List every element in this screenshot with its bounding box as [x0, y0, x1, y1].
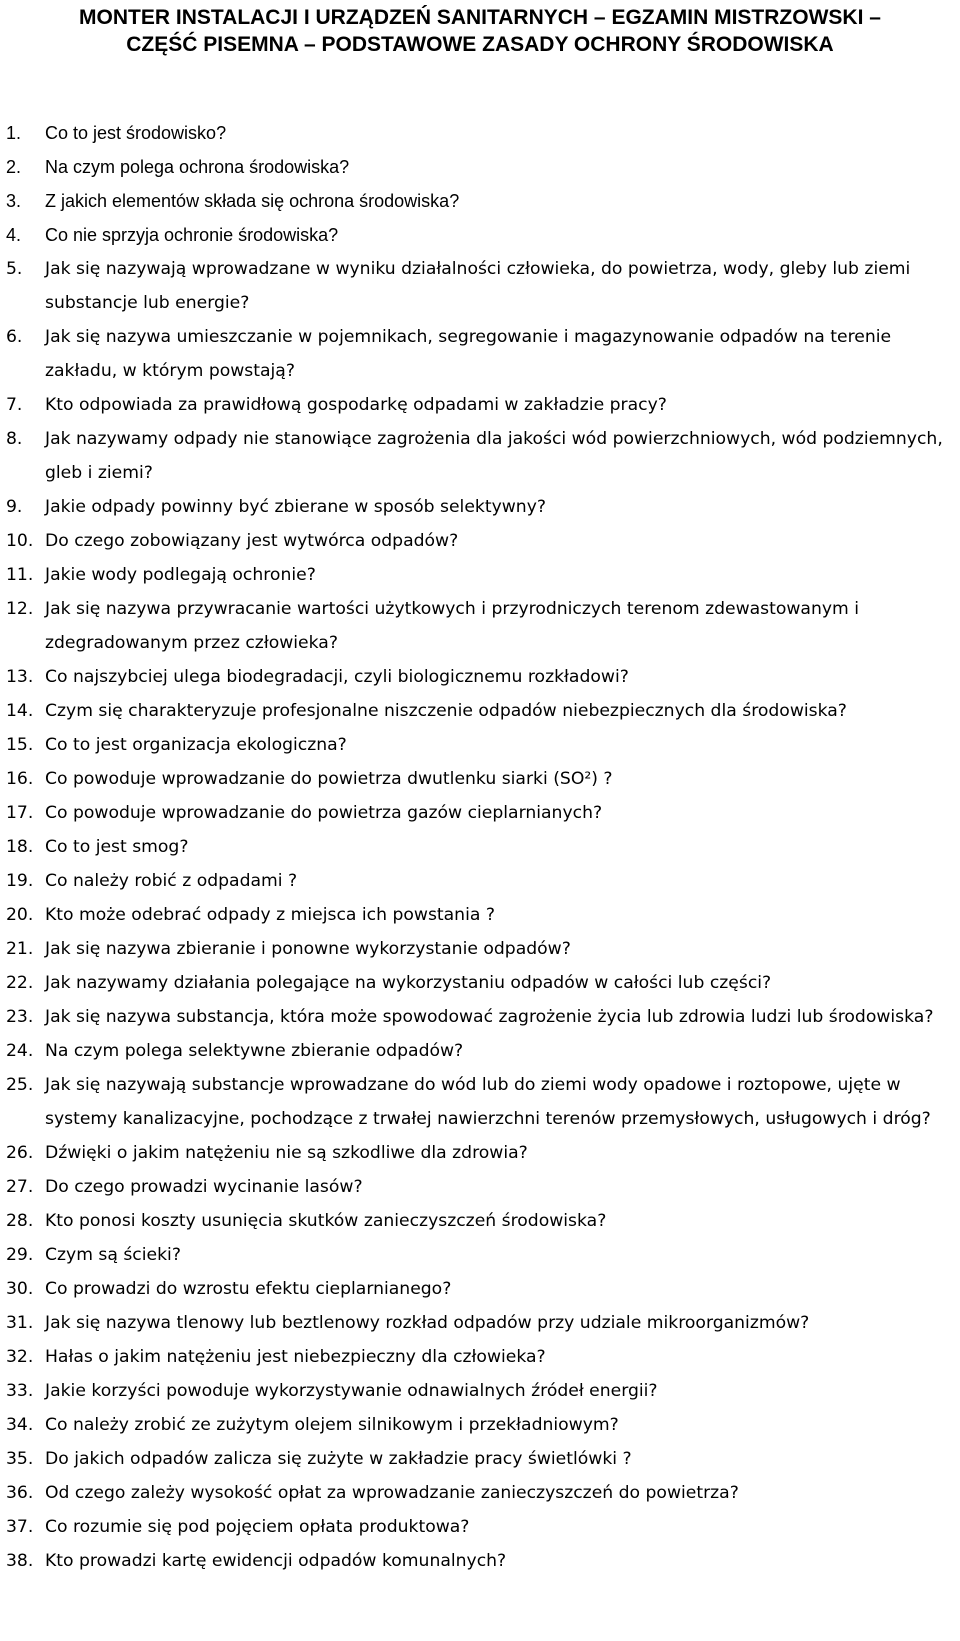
- question-text: Co to jest środowisko?: [45, 123, 227, 143]
- list-item: [0, 184, 960, 218]
- question-number: 24.: [6, 1041, 34, 1061]
- question-text: Od czego zależy wysokość opłat za wprowadzanie zanieczyszczeń do powietrza?: [45, 1483, 739, 1503]
- question-text: Jak się nazywa przywracanie wartości użytkowych i przyrodniczych terenom zdewastowanym i zdegradowanym przez człowieka?: [45, 599, 860, 653]
- question-text: Czym się charakteryzuje profesjonalne niszczenie odpadów niebezpiecznych dla środowiska?: [45, 701, 847, 721]
- question-text: Na czym polega selektywne zbieranie odpadów?: [45, 1041, 464, 1061]
- question-text: Do czego zobowiązany jest wytwórca odpadów?: [45, 531, 459, 551]
- question-text: Jak się nazywają wprowadzane w wyniku działalności człowieka, do powietrza, wody, gleby lub ziemi substancje lub energie?: [45, 259, 911, 313]
- question-text: Co prowadzi do wzrostu efektu cieplarnianego?: [45, 1279, 452, 1299]
- question-text: Jak się nazywa substancja, która może spowodować zagrożenie życia lub zdrowia ludzi lub środowiska?: [45, 1007, 934, 1027]
- question-text: Do czego prowadzi wycinanie lasów?: [45, 1177, 363, 1197]
- list-item: [0, 1408, 960, 1442]
- question-text: Jakie wody podlegają ochronie?: [45, 565, 316, 585]
- list-item: [0, 1136, 960, 1170]
- question-number: 17.: [6, 803, 34, 823]
- question-number: 26.: [6, 1143, 34, 1163]
- list-item: [0, 1510, 960, 1544]
- list-item: [0, 1204, 960, 1238]
- question-number: 4.: [6, 225, 22, 245]
- question-text: Co nie sprzyja ochronie środowiska?: [45, 225, 339, 245]
- list-item: [0, 524, 960, 558]
- question-list: [0, 116, 960, 1578]
- question-text: Jak nazywamy działania polegające na wykorzystaniu odpadów w całości lub części?: [45, 973, 772, 993]
- question-number: 28.: [6, 1211, 34, 1231]
- question-text: Do jakich odpadów zalicza się zużyte w zakładzie pracy świetlówki ?: [45, 1449, 632, 1469]
- question-number: 14.: [6, 701, 34, 721]
- question-text: Co powoduje wprowadzanie do powietrza gazów cieplarnianych?: [45, 803, 603, 823]
- question-text: Jak się nazywa tlenowy lub beztlenowy rozkład odpadów przy udziale mikroorganizmów?: [45, 1313, 810, 1333]
- question-text: Kto prowadzi kartę ewidencji odpadów komunalnych?: [45, 1551, 507, 1571]
- question-number: 8.: [6, 429, 23, 449]
- list-item: [0, 1442, 960, 1476]
- list-item: [0, 1374, 960, 1408]
- list-item: [0, 1476, 960, 1510]
- list-item: [0, 796, 960, 830]
- list-item: [0, 1238, 960, 1272]
- question-number: 9.: [6, 497, 23, 517]
- question-number: 27.: [6, 1177, 34, 1197]
- question-text: Jakie odpady powinny być zbierane w sposób selektywny?: [45, 497, 546, 517]
- question-text: Jak się nazywa umieszczanie w pojemnikach, segregowanie i magazynowanie odpadów na terenie zakładu, w którym powstają?: [45, 327, 892, 381]
- question-number: 10.: [6, 531, 34, 551]
- question-text: Co należy zrobić ze zużytym olejem silnikowym i przekładniowym?: [45, 1415, 619, 1435]
- question-text: Co to jest smog?: [45, 837, 189, 857]
- list-item: [0, 422, 960, 490]
- question-text: Co rozumie się pod pojęciem opłata produktowa?: [45, 1517, 470, 1537]
- question-number: 5.: [6, 259, 23, 279]
- question-number: 12.: [6, 599, 34, 619]
- list-item: [0, 1068, 960, 1136]
- list-item: [0, 898, 960, 932]
- list-item: [0, 660, 960, 694]
- list-item: [0, 592, 960, 660]
- question-number: 37.: [6, 1517, 34, 1537]
- question-number: 23.: [6, 1007, 34, 1027]
- list-item: [0, 116, 960, 150]
- question-text: Jak nazywamy odpady nie stanowiące zagrożenia dla jakości wód powierzchniowych, wód podziemnych, gleb i ziemi?: [45, 429, 943, 483]
- list-item: [0, 1034, 960, 1068]
- question-text: Kto ponosi koszty usunięcia skutków zanieczyszczeń środowiska?: [45, 1211, 607, 1231]
- question-number: 30.: [6, 1279, 34, 1299]
- question-number: 38.: [6, 1551, 34, 1571]
- list-item: [0, 694, 960, 728]
- list-item: [0, 932, 960, 966]
- list-item: [0, 1000, 960, 1034]
- question-number: 19.: [6, 871, 34, 891]
- question-number: 33.: [6, 1381, 34, 1401]
- list-item: [0, 150, 960, 184]
- list-item: [0, 830, 960, 864]
- question-number: 31.: [6, 1313, 34, 1333]
- title-line-2: CZĘŚĆ PISEMNA – PODSTAWOWE ZASADY OCHRONY ŚRODOWISKA: [126, 33, 834, 56]
- question-text: Na czym polega ochrona środowiska?: [45, 157, 350, 177]
- list-item: [0, 388, 960, 422]
- list-item: [0, 1306, 960, 1340]
- list-item: [0, 728, 960, 762]
- list-item: [0, 558, 960, 592]
- question-number: 36.: [6, 1483, 34, 1503]
- question-number: 13.: [6, 667, 34, 687]
- question-number: 2.: [6, 157, 22, 177]
- question-text: Hałas o jakim natężeniu jest niebezpieczny dla człowieka?: [45, 1347, 546, 1367]
- list-item: [0, 966, 960, 1000]
- question-number: 21.: [6, 939, 34, 959]
- title-line-1: MONTER INSTALACJI I URZĄDZEŃ SANITARNYCH – EGZAMIN MISTRZOWSKI –: [79, 6, 881, 29]
- list-item: [0, 1544, 960, 1578]
- question-number: 18.: [6, 837, 34, 857]
- question-text: Co to jest organizacja ekologiczna?: [45, 735, 347, 755]
- question-text: Jakie korzyści powoduje wykorzystywanie odnawialnych źródeł energii?: [45, 1381, 658, 1401]
- question-number: 1.: [6, 123, 22, 143]
- question-number: 25.: [6, 1075, 34, 1095]
- list-item: [0, 320, 960, 388]
- question-number: 35.: [6, 1449, 34, 1469]
- question-text: Co powoduje wprowadzanie do powietrza dwutlenku siarki (SO²) ?: [45, 769, 613, 789]
- question-text: Co najszybciej ulega biodegradacji, czyli biologicznemu rozkładowi?: [45, 667, 629, 687]
- question-text: Kto odpowiada za prawidłową gospodarkę odpadami w zakładzie pracy?: [45, 395, 667, 415]
- question-text: Dźwięki o jakim natężeniu nie są szkodliwe dla zdrowia?: [45, 1143, 528, 1163]
- question-number: 34.: [6, 1415, 34, 1435]
- page-title: [0, 4, 960, 58]
- question-text: Co należy robić z odpadami ?: [45, 871, 298, 891]
- question-number: 22.: [6, 973, 34, 993]
- list-item: [0, 762, 960, 796]
- question-number: 7.: [6, 395, 23, 415]
- question-number: 3.: [6, 191, 22, 211]
- question-number: 29.: [6, 1245, 34, 1265]
- question-number: 20.: [6, 905, 34, 925]
- question-text: Jak się nazywają substancje wprowadzane do wód lub do ziemi wody opadowe i roztopowe, ujęte w systemy kanalizacyjne, pochodzące z trwałej nawierzchni terenów przemysłowych, usługowych i dróg?: [45, 1075, 931, 1129]
- list-item: [0, 490, 960, 524]
- question-number: 11.: [6, 565, 34, 585]
- question-number: 6.: [6, 327, 23, 347]
- question-number: 32.: [6, 1347, 34, 1367]
- list-item: [0, 1272, 960, 1306]
- question-text: Kto może odebrać odpady z miejsca ich powstania ?: [45, 905, 495, 925]
- list-item: [0, 218, 960, 252]
- list-item: [0, 1340, 960, 1374]
- question-text: Czym są ścieki?: [45, 1245, 181, 1265]
- question-number: 15.: [6, 735, 34, 755]
- list-item: [0, 864, 960, 898]
- list-item: [0, 1170, 960, 1204]
- question-number: 16.: [6, 769, 34, 789]
- question-text: Z jakich elementów składa się ochrona środowiska?: [45, 191, 460, 211]
- list-item: [0, 252, 960, 320]
- question-text: Jak się nazywa zbieranie i ponowne wykorzystanie odpadów?: [45, 939, 571, 959]
